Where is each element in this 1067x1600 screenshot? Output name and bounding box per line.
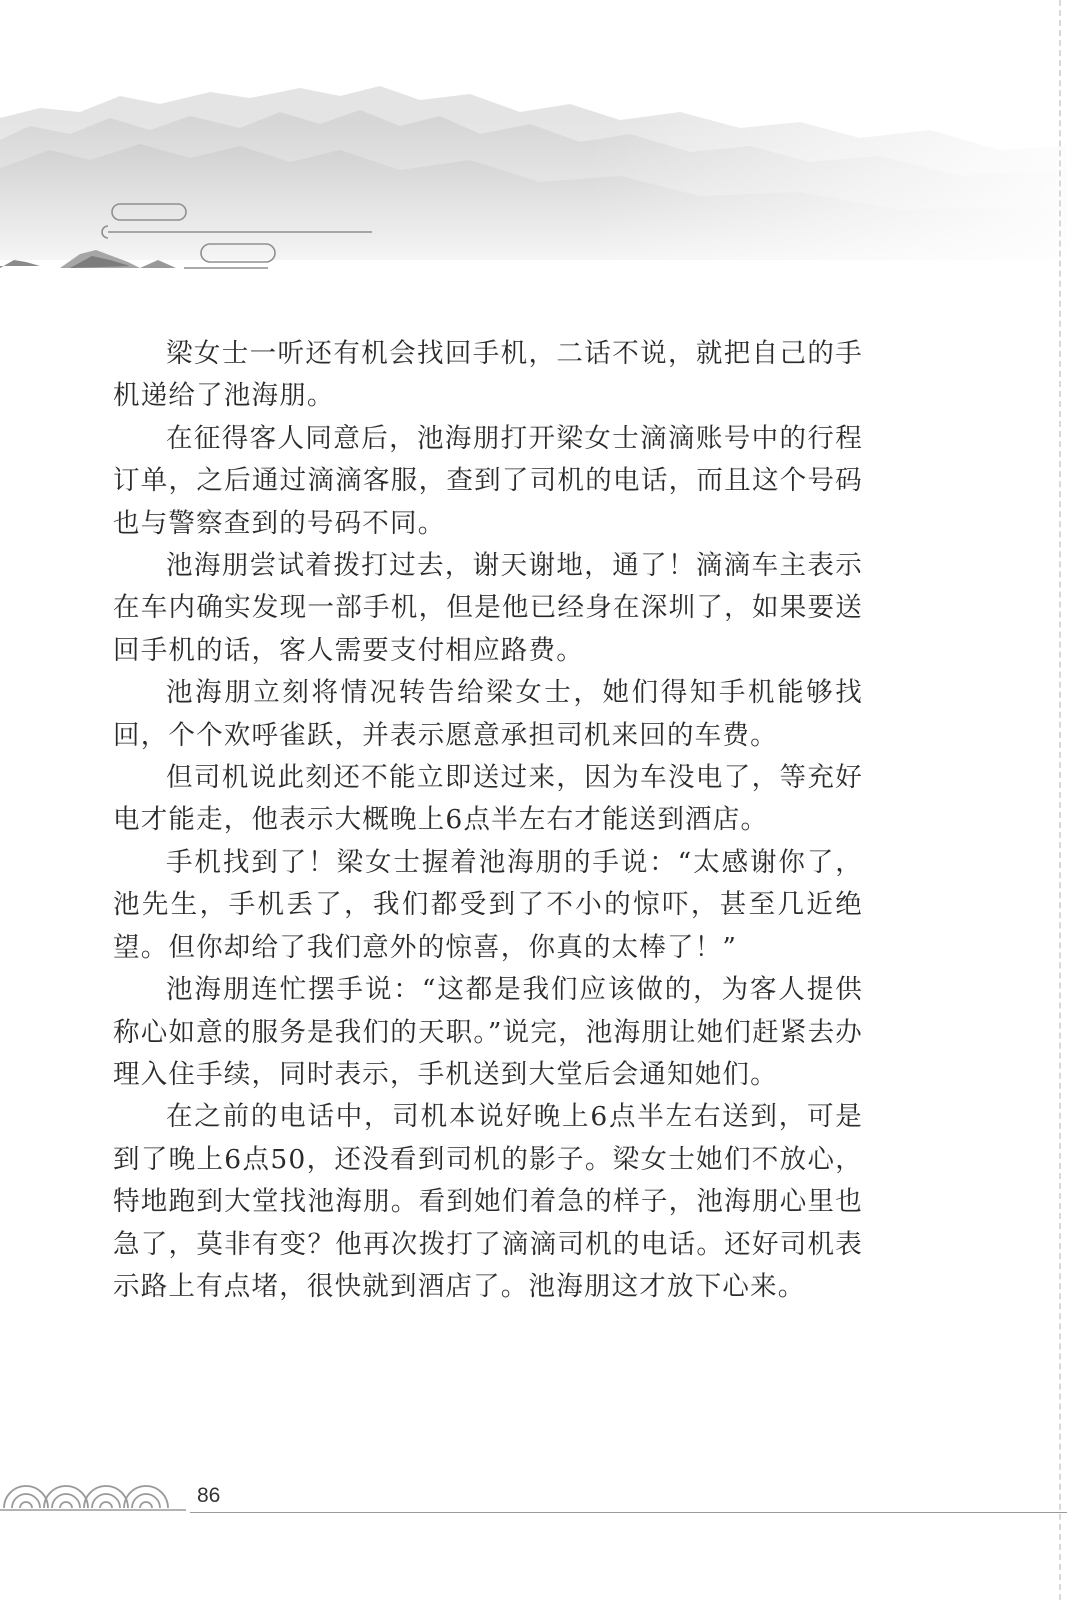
page-edge-dashed-line xyxy=(1059,0,1061,1600)
footer-rule xyxy=(190,1512,1067,1513)
footer-wave-ornament xyxy=(0,1470,1067,1530)
paragraph-5: 但司机说此刻还不能立即送过来，因为车没电了，等充好电才能走，他表示大概晚上6点半左右才能送到酒店。 xyxy=(113,762,863,836)
paragraph-6: 手机找到了！梁女士握着池海朋的手说：“太感谢你了，池先生，手机丢了，我们都受到了不小的惊吓，甚至几近绝望。但你却给了我们意外的惊喜，你真的太棒了！” xyxy=(113,846,863,963)
page-number: 86 xyxy=(197,1484,221,1507)
mountain-header-decoration xyxy=(0,0,1067,300)
body-text xyxy=(113,333,863,1308)
paragraph-2: 在征得客人同意后，池海朋打开梁女士滴滴账号中的行程订单，之后通过滴滴客服，查到了司机的电话，而且这个号码也与警察查到的号码不同。 xyxy=(113,422,863,539)
paragraph-4: 池海朋立刻将情况转告给梁女士，她们得知手机能够找回，个个欢呼雀跃，并表示愿意承担司机来回的车费。 xyxy=(113,677,863,751)
paragraph-3: 池海朋尝试着拨打过去，谢天谢地，通了！滴滴车主表示在车内确实发现一部手机，但是他已经身在深圳了，如果要送回手机的话，客人需要支付相应路费。 xyxy=(113,550,863,666)
paragraph-8: 在之前的电话中，司机本说好晚上6点半左右送到，可是到了晚上6点50，还没看到司机的影子。梁女士她们不放心，特地跑到大堂找池海朋。看到她们着急的样子，池海朋心里也急了，莫非有变？他再次拨打了滴滴司机的电话。还好司机表示路上有点堵，很快就到酒店了。池海朋这才放下心来。 xyxy=(113,1101,863,1302)
paragraph-1: 梁女士一听还有机会找回手机，二话不说，就把自己的手机递给了池海朋。 xyxy=(113,338,863,412)
paragraph-7: 池海朋连忙摆手说：“这都是我们应该做的，为客人提供称心如意的服务是我们的天职。”说完，池海朋让她们赶紧去办理入住手续，同时表示，手机送到大堂后会通知她们。 xyxy=(113,974,863,1090)
